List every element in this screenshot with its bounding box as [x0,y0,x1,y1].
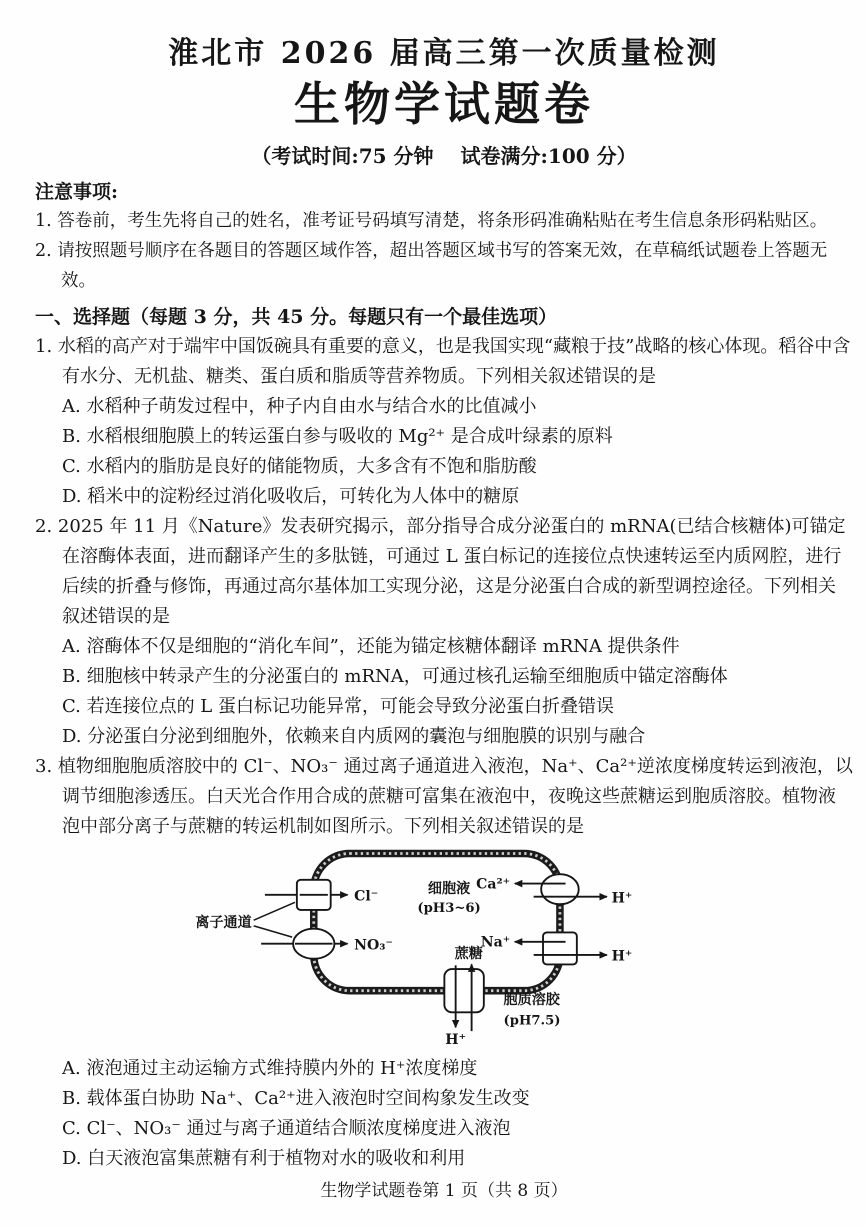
sucrose-h-antiporter-shape [444,969,483,1012]
cl-label: Cl⁻ [354,888,379,905]
page-footer: 生物学试题卷第 1 页（共 8 页） [320,1181,568,1201]
question-2-option-b: B. 细胞核中转录产生的分泌蛋白的 mRNA，可通过核孔运输至细胞质中锚定溶酶体 [62,666,728,687]
na-label: Na⁺ [480,934,511,951]
h-out-top-label: H⁺ [611,890,633,907]
question-1-option-a: A. 水稻种子萌发过程中，种子内自由水与结合水的比值减小 [62,396,537,417]
cell-sap-label: 细胞液 [427,880,471,897]
question-3 [35,752,853,1174]
question-1-option-c: C. 水稻内的脂肪是良好的储能物质，大多含有不饱和脂肪酸 [62,456,537,477]
exam-info: （考试时间:75 分钟 试卷满分:100 分） [251,144,637,168]
question-2-number: 2. [35,516,53,537]
na-h-antiporter-shape [543,932,577,964]
notice-heading: 注意事项: [35,181,119,203]
exam-title: 淮北市 2026 届高三第一次质量检测 [168,36,720,71]
question-3-option-b: B. 载体蛋白协助 Na⁺、Ca²⁺进入液泡时空间构象发生改变 [62,1088,530,1109]
ca-h-antiporter-shape [541,874,579,904]
question-2-stem-text: 2025 年 11 月《Nature》发表研究揭示，部分指导合成分泌蛋白的 mRNA(已结合核糖体)可锚定在溶酶体表面，进而翻译产生的多肽链，可通过 L 蛋白标记的连接位点快速转运至内质网腔，进行后续的折叠与修饰，再通过高尔基体加工实现分泌，这是分泌蛋白合成的新型调控途径。下列相关叙述错误的是 [57,516,846,627]
question-1-stem [35,332,853,392]
vacuole-transport-svg [193,846,645,1048]
no3-label: NO₃⁻ [354,937,393,954]
question-2-option-a: A. 溶酶体不仅是细胞的“消化车间”，还能为锚定核糖体翻译 mRNA 提供条件 [62,636,680,657]
question-3-number: 3. [35,756,53,777]
question-3-stem [35,752,853,842]
question-3-option-c: C. Cl⁻、NO₃⁻ 通过与离子通道结合顺浓度梯度进入液泡 [62,1118,511,1139]
question-2-option-d: D. 分泌蛋白分泌到细胞外，依赖来自内质网的囊泡与细胞膜的识别与融合 [62,726,646,747]
question-1-option-b: B. 水稻根细胞膜上的转运蛋白参与吸收的 Mg²⁺ 是合成叶绿素的原料 [62,426,613,447]
sucrose-label: 蔗糖 [454,945,483,962]
question-1-option-d: D. 稻米中的淀粉经过消化吸收后，可转化为人体中的糖原 [62,486,520,507]
vacuole-membrane-texture [314,854,560,991]
section-heading: 一、选择题（每题 3 分，共 45 分。每题只有一个最佳选项） [35,306,558,328]
question-2-stem [35,512,853,632]
cytosol-ph-label: (pH7.5) [503,1013,561,1029]
cytosol-label: 胞质溶胶 [503,991,560,1008]
h-out-bottom-label: H⁺ [445,1032,467,1048]
question-1-number: 1. [35,336,53,357]
ion-channel-pointer-bottom [254,926,293,937]
question-2 [35,512,853,752]
question-1 [35,332,853,512]
question-2-option-c: C. 若连接位点的 L 蛋白标记功能异常，可能会导致分泌蛋白折叠错误 [62,696,614,717]
question-3-option-a: A. 液泡通过主动运输方式维持膜内外的 H⁺浓度梯度 [62,1058,478,1079]
vacuole-membrane [314,854,560,991]
question-3-option-d: D. 白天液泡富集蔗糖有利于植物对水的吸收和利用 [62,1148,466,1169]
question-1-stem-text: 水稻的高产对于端牢中国饭碗具有重要的意义，也是我国实现“藏粮于技”战略的核心体现。稻谷中含有水分、无机盐、糖类、蛋白质和脂质等营养物质。下列相关叙述错误的是 [57,336,851,387]
cell-sap-ph-label: (pH3~6) [417,900,481,916]
notice-item-1: 1. 答卷前，考生先将自己的姓名，准考证号码填写清楚，将条形码准确粘贴在考生信息条形码粘贴区。 [35,211,828,231]
notice-item-2: 2. 请按照题号顺序在各题目的答题区域作答，超出答题区域书写的答案无效，在草稿纸试题卷上答题无效。 [35,241,828,291]
paper-title: 生物学试题卷 [294,77,594,131]
ca-label: Ca²⁺ [476,876,511,893]
vacuole-transport-diagram [193,846,853,1052]
h-out-mid-label: H⁺ [611,948,633,965]
ion-channel-label: 离子通道 [195,914,252,931]
ion-channel-pointer-top [254,902,295,920]
question-3-stem-text: 植物细胞胞质溶胶中的 Cl⁻、NO₃⁻ 通过离子通道进入液泡，Na⁺、Ca²⁺逆浓度梯度转运到液泡，以调节细胞渗透压。白天光合作用合成的蔗糖可富集在液泡中，夜晚这些蔗糖运到胞质溶胶。植物液泡中部分离子与蔗糖的转运机制如图所示。下列相关叙述错误的是 [57,756,853,837]
